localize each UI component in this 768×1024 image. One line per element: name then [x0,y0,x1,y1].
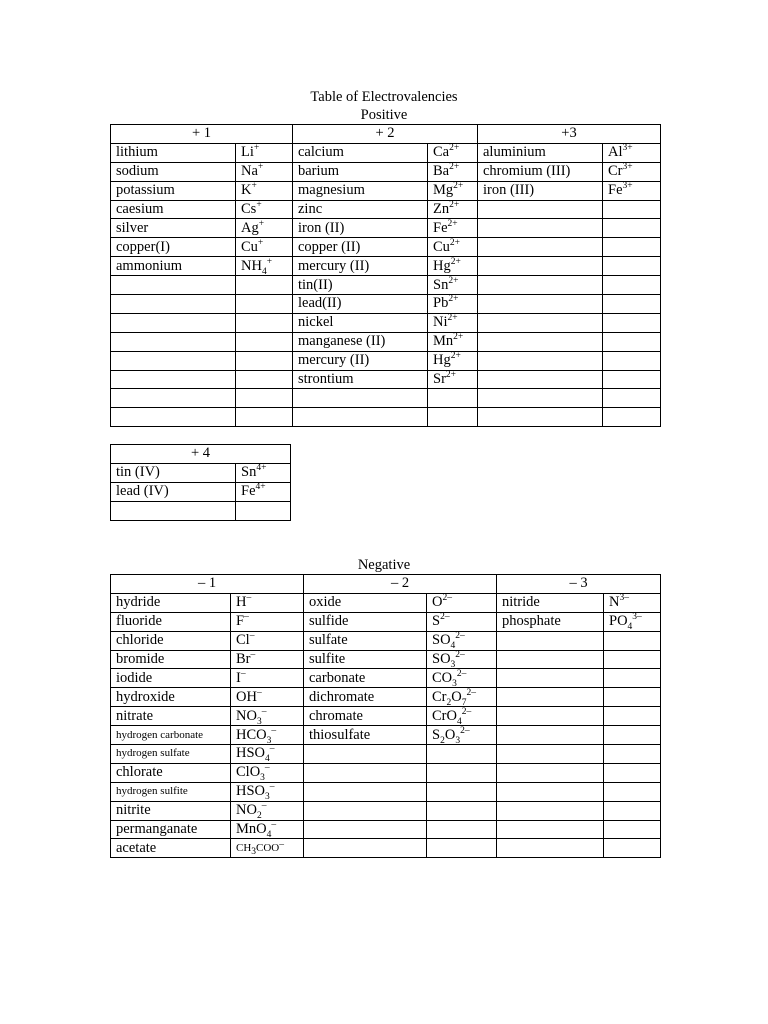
positive-ion-row [111,181,661,200]
ion-name [478,389,603,408]
ion-name [111,389,236,408]
ion-formula [603,408,661,427]
ion-formula [604,782,661,801]
negative-ion-row [111,688,661,707]
ion-formula: $Fe^{3+}$ [603,181,661,200]
ion-name [293,408,428,427]
ion-name: chloride [111,631,231,650]
ion-name: calcium [293,143,428,162]
positive-ions-table [110,124,661,427]
ion-formula: $Pb^{2+}$ [428,295,478,314]
ion-formula [603,257,661,276]
ion-name: tin(II) [293,276,428,295]
ion-name: ammonium [111,257,236,276]
ion-formula [603,351,661,370]
ion-formula [603,238,661,257]
ion-formula [603,219,661,238]
ion-formula: $NH_4^+$ [236,257,293,276]
ion-name [497,801,604,820]
ion-name: hydrogen sulfate [111,745,231,764]
ion-name [478,313,603,332]
positive-ion-row [111,219,661,238]
ion-formula: $Ni^{2+}$ [428,313,478,332]
ion-formula: $O^{2-}$ [427,593,497,612]
ion-formula [427,782,497,801]
ion-name: hydride [111,593,231,612]
positive-ion-row [111,313,661,332]
plus4-ion-row [111,501,291,520]
ion-name: nitride [497,593,604,612]
ion-formula [603,200,661,219]
ion-name: magnesium [293,181,428,200]
plus4-header-row [111,445,291,464]
header-minus-3: – 3 [497,575,661,594]
negative-ion-row [111,801,661,820]
ion-name: zinc [293,200,428,219]
ion-formula: $PO_4^{3-}$ [604,612,661,631]
plus4-ion-row [111,482,291,501]
positive-ion-row [111,238,661,257]
negative-ion-row [111,593,661,612]
ion-name: acetate [111,839,231,858]
ion-formula: $N^{3-}$ [604,593,661,612]
ion-name: manganese (II) [293,332,428,351]
positive-ion-row [111,200,661,219]
ion-formula: Cs+ [236,200,293,219]
ion-name: chromate [304,707,427,726]
header-plus-3: +3 [478,125,661,144]
ion-formula [427,745,497,764]
plus4-ion-row [111,463,291,482]
ion-formula: $SO_3^{2-}$ [427,650,497,669]
ion-formula: ClO$_3$– [231,763,304,782]
ion-name [111,351,236,370]
ion-formula: CrO$_4^{2-}$ [427,707,497,726]
ion-name [478,257,603,276]
ion-name: barium [293,162,428,181]
ion-name: sulfite [304,650,427,669]
negative-ion-row [111,631,661,650]
negative-ion-row [111,669,661,688]
ion-name [497,763,604,782]
ion-name: chromium (III) [478,162,603,181]
ion-name [304,820,427,839]
ion-formula [604,726,661,745]
page-title: Table of Electrovalencies [310,89,458,105]
ion-name: phosphate [497,612,604,631]
ion-formula: $Fe^{2+}$ [428,219,478,238]
ion-name [304,839,427,858]
ion-formula [427,820,497,839]
negative-ion-row [111,820,661,839]
positive-ion-row [111,143,661,162]
ion-formula: $Mg^{2+}$ [428,181,478,200]
positive-heading: Positive [360,107,408,123]
ion-formula [603,313,661,332]
ion-name: mercury (II) [293,351,428,370]
ion-formula: $Ba^{2+}$ [428,162,478,181]
ion-name [111,276,236,295]
ion-name [304,745,427,764]
ion-formula: OH– [231,688,304,707]
ion-formula: Li+ [236,143,293,162]
ion-formula: $NO_3^-$ [231,707,304,726]
ion-formula: $HSO_3^-$ [231,782,304,801]
ion-formula: Ag+ [236,219,293,238]
ion-name [497,782,604,801]
ion-name: aluminium [478,143,603,162]
ion-name: bromide [111,650,231,669]
ion-name: sulfate [304,631,427,650]
header-plus-2: + 2 [293,125,478,144]
ion-formula [428,389,478,408]
ion-formula [604,688,661,707]
negative-ion-row [111,707,661,726]
ion-name: thiosulfate [304,726,427,745]
ion-formula [603,389,661,408]
ion-formula: Cl– [231,631,304,650]
positive-ion-row [111,257,661,276]
ion-formula: $Zn^{2+}$ [428,200,478,219]
ion-formula [428,408,478,427]
ion-formula: Br– [231,650,304,669]
ion-name [497,631,604,650]
ion-name [497,650,604,669]
ion-name: copper (II) [293,238,428,257]
ion-formula: $HCO_3^-$ [231,726,304,745]
ion-name [497,707,604,726]
negative-ion-row [111,650,661,669]
negative-ion-row [111,745,661,764]
ion-formula: $Sn^{4+}$ [236,463,291,482]
ion-name [478,351,603,370]
ion-name [478,200,603,219]
ion-formula: $Sn^{2+}$ [428,276,478,295]
plus4-ions-table [110,444,291,521]
ion-formula: $S^{2-}$ [427,612,497,631]
ion-formula: K+ [236,181,293,200]
ion-formula: $Cr_2O_7^{2-}$ [427,688,497,707]
positive-ion-row [111,389,661,408]
negative-ion-row [111,612,661,631]
ion-formula [604,801,661,820]
ion-name [497,669,604,688]
ion-name: hydrogen sulfite [111,782,231,801]
ion-formula [427,801,497,820]
positive-ion-row [111,162,661,181]
ion-formula [604,650,661,669]
ion-formula: $Al^{3+}$ [603,143,661,162]
ion-name [111,313,236,332]
ion-formula: F– [231,612,304,631]
negative-ion-row [111,839,661,858]
negative-heading: Negative [357,557,411,573]
ion-name [497,726,604,745]
ion-formula: $SO_4^{2-}$ [427,631,497,650]
ion-name [304,782,427,801]
ion-formula [236,295,293,314]
ion-formula [427,839,497,858]
ion-name: potassium [111,181,236,200]
ion-formula: $Cu^{2+}$ [428,238,478,257]
ion-formula [603,295,661,314]
ion-name [111,295,236,314]
negative-header-row [111,575,661,594]
ion-formula: $Ca^{2+}$ [428,143,478,162]
ion-name: nitrite [111,801,231,820]
ion-name: sodium [111,162,236,181]
ion-formula [236,370,293,389]
ion-name: fluoride [111,612,231,631]
ion-name [497,820,604,839]
ion-name: mercury (II) [293,257,428,276]
ion-name: silver [111,219,236,238]
ion-formula: $Mn^{2+}$ [428,332,478,351]
ion-name [293,389,428,408]
ion-name [478,295,603,314]
ion-name [111,408,236,427]
ion-formula [236,389,293,408]
ion-name [478,332,603,351]
ion-name: chlorate [111,763,231,782]
positive-ion-row [111,276,661,295]
ion-formula [236,276,293,295]
ion-name [111,370,236,389]
ion-name: iron (III) [478,181,603,200]
positive-ion-row [111,370,661,389]
ion-formula: H– [231,593,304,612]
ion-name [497,688,604,707]
ion-name [497,745,604,764]
ion-name [478,238,603,257]
ion-formula [236,408,293,427]
ion-name: oxide [304,593,427,612]
ion-formula: MnO$_4$– [231,820,304,839]
ion-name: hydroxide [111,688,231,707]
ion-name: copper(I) [111,238,236,257]
ion-formula: I– [231,669,304,688]
ion-formula [236,501,291,520]
negative-ion-row [111,782,661,801]
header-minus-2: – 2 [304,575,497,594]
positive-header-row [111,125,661,144]
ion-name: dichromate [304,688,427,707]
ion-formula [236,332,293,351]
ion-formula [236,351,293,370]
ion-formula: $Fe^{4+}$ [236,482,291,501]
ion-formula: $HSO_4^-$ [231,745,304,764]
ion-name [111,501,236,520]
negative-ion-row [111,763,661,782]
ion-name: lead (IV) [111,482,236,501]
ion-formula [604,763,661,782]
ion-name: lead(II) [293,295,428,314]
ion-name [497,839,604,858]
header-plus-1: + 1 [111,125,293,144]
ion-name: iron (II) [293,219,428,238]
negative-ion-row [111,726,661,745]
ion-formula: $Cr^{3+}$ [603,162,661,181]
ion-formula [236,313,293,332]
ion-name [304,763,427,782]
ion-formula [603,332,661,351]
ion-formula: $Hg^{2+}$ [428,351,478,370]
ion-name [478,408,603,427]
ion-formula: $S_2O_3^{2-}$ [427,726,497,745]
ion-formula [604,820,661,839]
ion-formula [604,631,661,650]
ion-formula: Cu+ [236,238,293,257]
header-minus-1: – 1 [111,575,304,594]
ion-name: carbonate [304,669,427,688]
ion-name: lithium [111,143,236,162]
ion-name: strontium [293,370,428,389]
ion-name: sulfide [304,612,427,631]
ion-formula: $Sr^{2+}$ [428,370,478,389]
positive-ion-row [111,351,661,370]
ion-name: iodide [111,669,231,688]
ion-name: caesium [111,200,236,219]
header-plus-4: + 4 [111,445,291,464]
positive-ion-row [111,408,661,427]
ion-formula: $NO_2^-$ [231,801,304,820]
ion-name [111,332,236,351]
negative-ions-table [110,574,661,858]
ion-name [304,801,427,820]
ion-formula [427,763,497,782]
ion-formula [604,839,661,858]
ion-name: permanganate [111,820,231,839]
positive-ion-row [111,332,661,351]
ion-formula: $Hg^{2+}$ [428,257,478,276]
ion-name [478,370,603,389]
ion-formula [603,370,661,389]
ion-formula: CH3COO– [231,839,304,858]
ion-name [478,276,603,295]
ion-formula [604,669,661,688]
ion-name: nickel [293,313,428,332]
ion-formula: Na+ [236,162,293,181]
ion-formula [604,707,661,726]
ion-formula [604,745,661,764]
ion-formula: $CO_3^{2-}$ [427,669,497,688]
ion-name [478,219,603,238]
ion-name: nitrate [111,707,231,726]
positive-ion-row [111,295,661,314]
ion-formula [603,276,661,295]
ion-name: hydrogen carbonate [111,726,231,745]
ion-name: tin (IV) [111,463,236,482]
